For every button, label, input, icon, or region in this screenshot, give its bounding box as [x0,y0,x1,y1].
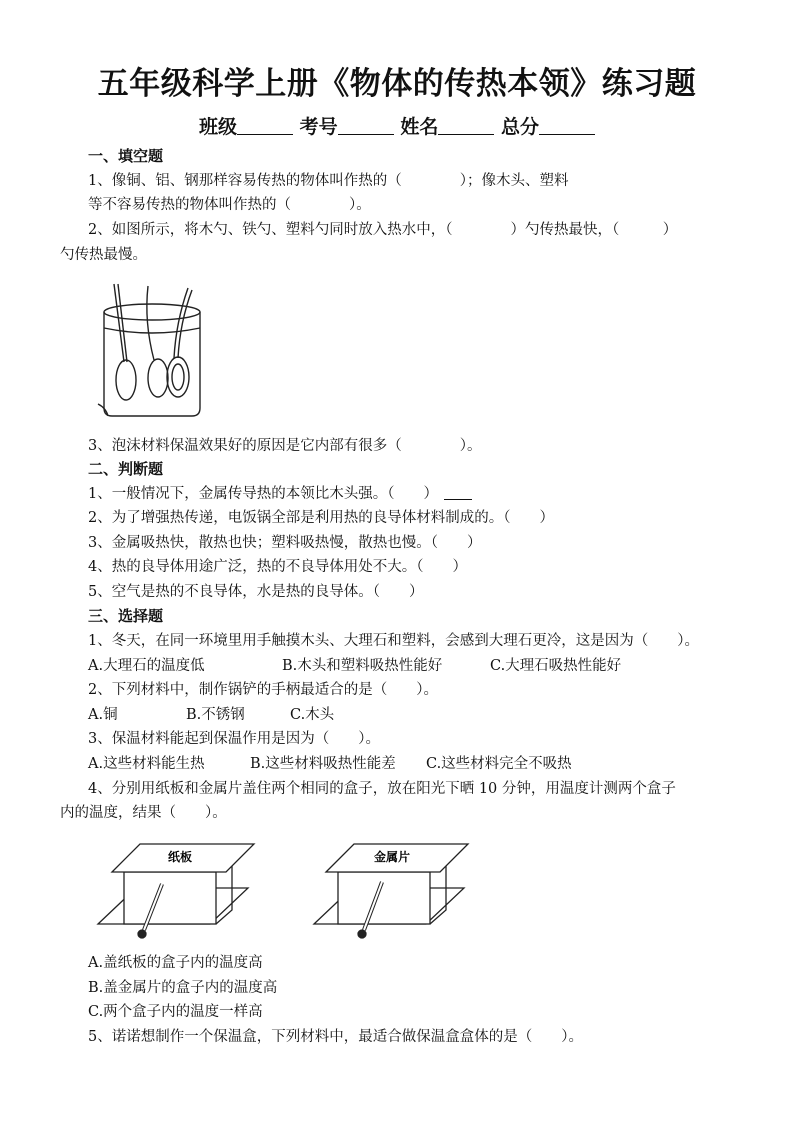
question-2-3: 3、金属吸热快，散热也快；塑料吸热慢，散热也慢。（ ） [88,535,482,551]
metal-sheet-label: 金属片 [374,850,411,864]
question-1-2-cont: 勺传热最慢。 [60,247,147,263]
score-label: 总分 [500,116,539,138]
question-3-3-option-a: A.这些材料能生热 [88,756,205,772]
class-label: 班级 [199,116,238,138]
page-title: 五年级科学上册《物体的传热本领》练习题 [97,66,697,102]
question-2-1: 1、一般情况下，金属传导热的本领比木头强。（ ） [88,484,472,504]
question-1-2: 2、如图所示，将木勺、铁勺、塑料勺同时放入热水中，（ ）勺传热最快，（ ） [88,222,678,238]
number-blank [338,116,394,135]
question-2-2: 2、为了增强热传递，电饭锅全部是利用热的良导体材料制成的。（ ） [88,510,554,526]
question-3-3-option-b: B.这些材料吸热性能差 [250,756,396,772]
question-3-5: 5、诺诺想制作一个保温盒，下列材料中，最适合做保温盒盒体的是（ ）。 [88,1029,583,1045]
question-3-1-option-b: B.木头和塑料吸热性能好 [282,658,443,674]
question-1-1-cont: 等不容易传热的物体叫作热的（ ）。 [88,197,371,213]
cardboard-label: 纸板 [168,850,193,864]
question-3-4-option-b: B.盖金属片的盒子内的温度高 [88,980,278,996]
number-label: 考号 [299,116,338,138]
question-3-3-option-c: C.这些材料完全不吸热 [426,756,572,772]
question-1-1: 1、像铜、铝、钢那样容易传热的物体叫作热的（ ）；像木头、塑料 [88,173,569,189]
question-3-4: 4、分别用纸板和金属片盖住两个相同的盒子，放在阳光下晒 10 分钟，用温度计测两个盒子 [88,781,676,797]
question-3-3: 3、保温材料能起到保温作用是因为（ ）。 [88,731,380,747]
question-1-3: 3、泡沫材料保温效果好的原因是它内部有很多（ ）。 [88,438,482,454]
class-blank [237,116,293,135]
question-2-4: 4、热的良导体用途广泛，热的不良导体用处不大。（ ） [88,559,467,575]
question-3-2-option-c: C.木头 [290,707,335,723]
student-info-row [0,112,794,139]
score-blank [539,116,595,135]
question-3-2-option-b: B.不锈钢 [186,707,245,723]
question-3-2: 2、下列材料中，制作锅铲的手柄最适合的是（ ）。 [88,682,438,698]
section-choice-heading: 三、选择题 [88,607,164,625]
covered-boxes-figure [92,836,472,946]
name-blank [438,116,494,135]
section-true-false-heading: 二、判断题 [88,460,164,478]
question-3-1-option-c: C.大理石吸热性能好 [490,658,622,674]
question-3-4-option-a: A.盖纸板的盒子内的温度高 [88,955,263,971]
question-3-4-cont: 内的温度，结果（ ）。 [60,805,227,821]
beaker-spoons-figure [96,282,208,422]
name-label: 姓名 [400,116,439,138]
question-3-4-option-c: C.两个盒子内的温度一样高 [88,1004,263,1020]
question-2-5: 5、空气是热的不良导体，水是热的良导体。（ ） [88,584,424,600]
section-fill-blank-heading: 一、填空题 [88,147,164,165]
question-3-2-option-a: A.铜 [88,707,118,723]
question-3-1: 1、冬天，在同一环境里用手触摸木头、大理石和塑料，会感到大理石更冷，这是因为（ ）。 [88,633,699,649]
question-3-1-option-a: A.大理石的温度低 [88,658,205,674]
